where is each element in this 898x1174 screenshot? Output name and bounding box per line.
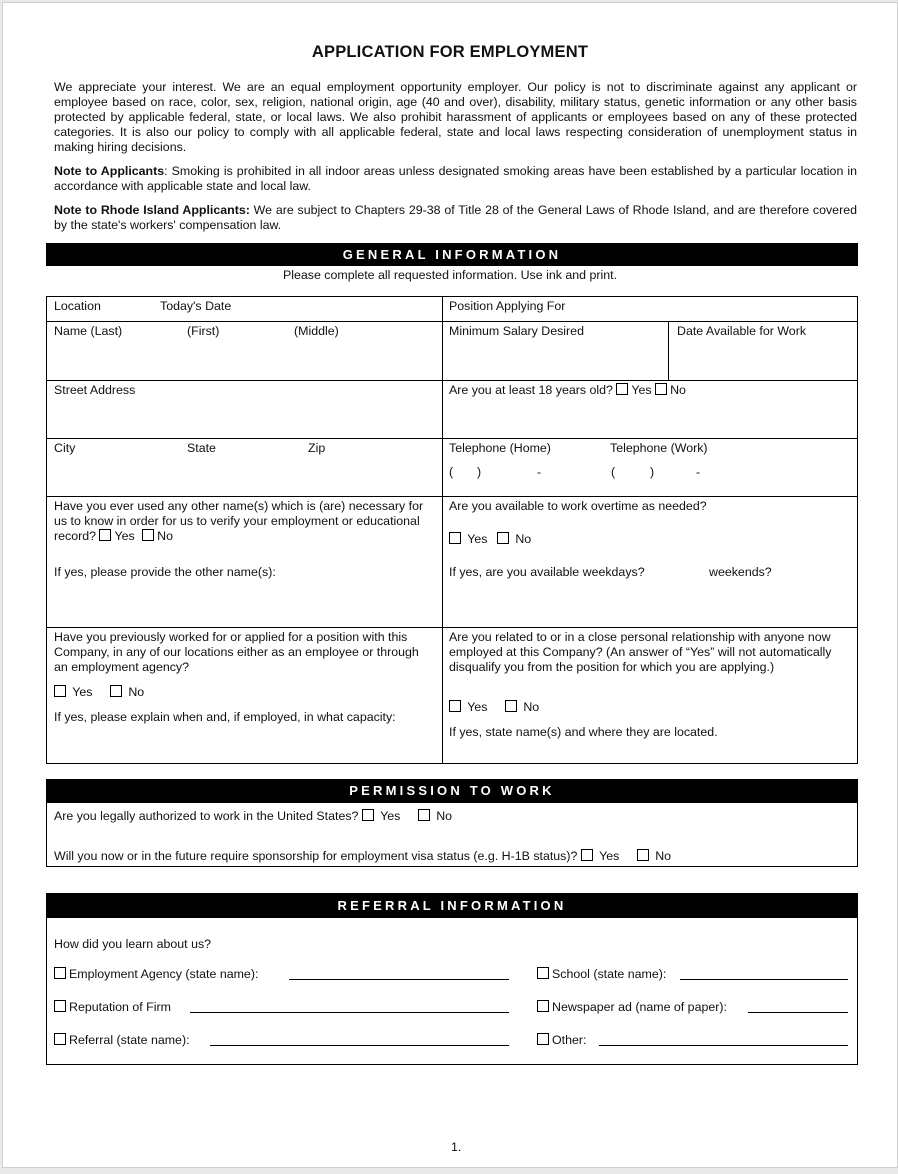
note-ri-label: Note to Rhode Island Applicants: [54,203,250,217]
note-ri-text: We are subject to Chapters 29-38 of Title 28 of the General Laws of Rhode Island, and are therefore covered by the state's workers' compensation law. [54,203,857,232]
other-line[interactable] [599,1045,848,1046]
tel-home-paren-open: ( [449,465,454,479]
overtime-no-checkbox[interactable] [497,532,509,544]
referral-header: REFERRAL INFORMATION [46,893,858,918]
other-label: Other: [552,1033,587,1047]
yes-label: Yes [72,685,93,699]
general-info-header: GENERAL INFORMATION [46,243,858,266]
no-label: No [157,529,173,543]
referral-option [54,1033,190,1048]
row-divider [46,438,858,439]
age-no-checkbox[interactable] [655,383,667,395]
name-first-field[interactable]: (First) [187,324,220,338]
column-divider [442,296,443,764]
related-followup: If yes, state name(s) and where they are located. [449,725,718,739]
newspaper-label: Newspaper ad (name of paper): [552,1000,727,1014]
yes-label: Yes [631,383,652,397]
page-number: 1. [451,1140,462,1154]
reputation-option [54,1000,171,1015]
name-last-field[interactable]: Name (Last) [54,324,123,338]
referral-checkbox[interactable] [54,1033,66,1045]
tel-work-field[interactable]: Telephone (Work) [610,441,708,455]
yes-label: Yes [114,529,135,543]
tel-work-paren-close: ) [650,465,655,479]
newspaper-line[interactable] [748,1012,848,1013]
tel-home-paren-close: ) [477,465,482,479]
related-no-checkbox[interactable] [505,700,517,712]
school-checkbox[interactable] [537,967,549,979]
column-divider [668,321,669,380]
authorized-yes-checkbox[interactable] [362,809,374,821]
row-divider [46,627,858,628]
overtime-question: Are you available to work overtime as needed? [449,499,707,513]
age-question [449,383,686,398]
age-yes-checkbox[interactable] [616,383,628,395]
sponsorship-yes-checkbox[interactable] [581,849,593,861]
row-divider [46,496,858,497]
yes-label: Yes [467,532,488,546]
other-checkbox[interactable] [537,1033,549,1045]
reputation-line[interactable] [190,1012,509,1013]
no-label: No [436,809,453,823]
general-info-subheader: Please complete all requested information. Use ink and print. [282,268,618,282]
sponsorship-question [54,849,671,864]
tel-work-dash: - [696,465,701,479]
employment-agency-option [54,967,258,982]
position-field[interactable]: Position Applying For [449,299,566,313]
tel-home-field[interactable]: Telephone (Home) [449,441,551,455]
other-names-yes-checkbox[interactable] [99,529,111,541]
related-yes-checkbox[interactable] [449,700,461,712]
referral-line[interactable] [210,1045,509,1046]
previous-no-checkbox[interactable] [110,685,122,697]
authorized-question-text: Are you legally authorized to work in the United States? [54,809,359,823]
reputation-checkbox[interactable] [54,1000,66,1012]
no-label: No [655,849,672,863]
other-names-question [54,499,438,544]
page-title: APPLICATION FOR EMPLOYMENT [311,43,589,61]
row-divider [46,380,858,381]
school-option [537,967,666,982]
no-label: No [515,532,532,546]
sponsorship-question-text: Will you now or in the future require sponsorship for employment visa status (e.g. H-1B status)? [54,849,578,863]
age-question-label: Are you at least 18 years old? [449,383,613,397]
other-names-question-text: Have you ever used any other name(s) which is (are) necessary for us to know in order for us to verify your employment or educational record? [54,499,424,543]
authorized-no-checkbox[interactable] [418,809,430,821]
permission-header: PERMISSION TO WORK [46,779,858,803]
reputation-label: Reputation of Firm [69,1000,171,1014]
newspaper-option [537,1000,727,1015]
authorized-question [54,809,452,824]
min-salary-field[interactable]: Minimum Salary Desired [449,324,584,338]
employment-agency-label: Employment Agency (state name): [69,967,259,981]
note-smoking [54,164,857,194]
note-smoking-text: : Smoking is prohibited in all indoor areas unless designated smoking areas have been established by a particular location in accordance with applicable state and local law. [54,164,858,193]
note-smoking-label: Note to Applicants [54,164,165,178]
state-field[interactable]: State [187,441,216,455]
zip-field[interactable]: Zip [308,441,326,455]
other-option [537,1033,586,1048]
row-divider [46,321,858,322]
city-field[interactable]: City [54,441,76,455]
note-rhode-island [54,203,857,233]
previous-followup: If yes, please explain when and, if employed, in what capacity: [54,710,396,724]
related-options [449,700,539,715]
yes-label: Yes [599,849,620,863]
no-label: No [670,383,686,397]
employment-agency-checkbox[interactable] [54,967,66,979]
other-names-no-checkbox[interactable] [142,529,154,541]
school-label: School (state name): [552,967,667,981]
no-label: No [128,685,145,699]
overtime-yes-checkbox[interactable] [449,532,461,544]
other-names-followup: If yes, please provide the other name(s): [54,565,276,579]
previous-yes-checkbox[interactable] [54,685,66,697]
location-field[interactable]: Location [54,299,101,313]
referral-question: How did you learn about us? [54,937,212,951]
related-question: Are you related to or in a close personal relationship with anyone now employed at this Company? (An answer of “Yes” will not automatically disqualify you from the position for which you are applying.) [449,630,832,674]
school-line[interactable] [680,979,848,980]
referral-label: Referral (state name): [69,1033,190,1047]
tel-work-paren-open: ( [611,465,616,479]
previous-employment-question: Have you previously worked for or applied for a position with this Company, in any of our locations either as an employee or through an employment agency? [54,630,419,674]
yes-label: Yes [467,700,488,714]
weekends-label: weekends? [709,565,772,579]
document-page [2,2,898,1168]
weekdays-question: If yes, are you available weekdays? [449,565,645,579]
employment-agency-line[interactable] [289,979,509,980]
newspaper-checkbox[interactable] [537,1000,549,1012]
no-label: No [523,700,540,714]
todays-date-field[interactable]: Today's Date [160,299,232,313]
previous-options [54,685,144,700]
street-address-field[interactable]: Street Address [54,383,136,397]
yes-label: Yes [380,809,401,823]
tel-home-dash: - [537,465,542,479]
sponsorship-no-checkbox[interactable] [637,849,649,861]
overtime-options [449,532,531,547]
date-available-field[interactable]: Date Available for Work [677,324,807,338]
intro-paragraph: We appreciate your interest. We are an equal employment opportunity employer. Our policy is not to discriminate against any applicant or employee based on race, color, sex, religion, national origin, age (40 and over), disability, military status, genetic information or any other basis protected by applicable federal, state, or local laws. We also prohibit harassment of applicants or employees based on any of these protected categories. It is also our policy to comply with all applicable federal, state and local laws respecting consideration of unemployment status in making hiring decisions. [54,80,857,154]
name-middle-field[interactable]: (Middle) [294,324,339,338]
